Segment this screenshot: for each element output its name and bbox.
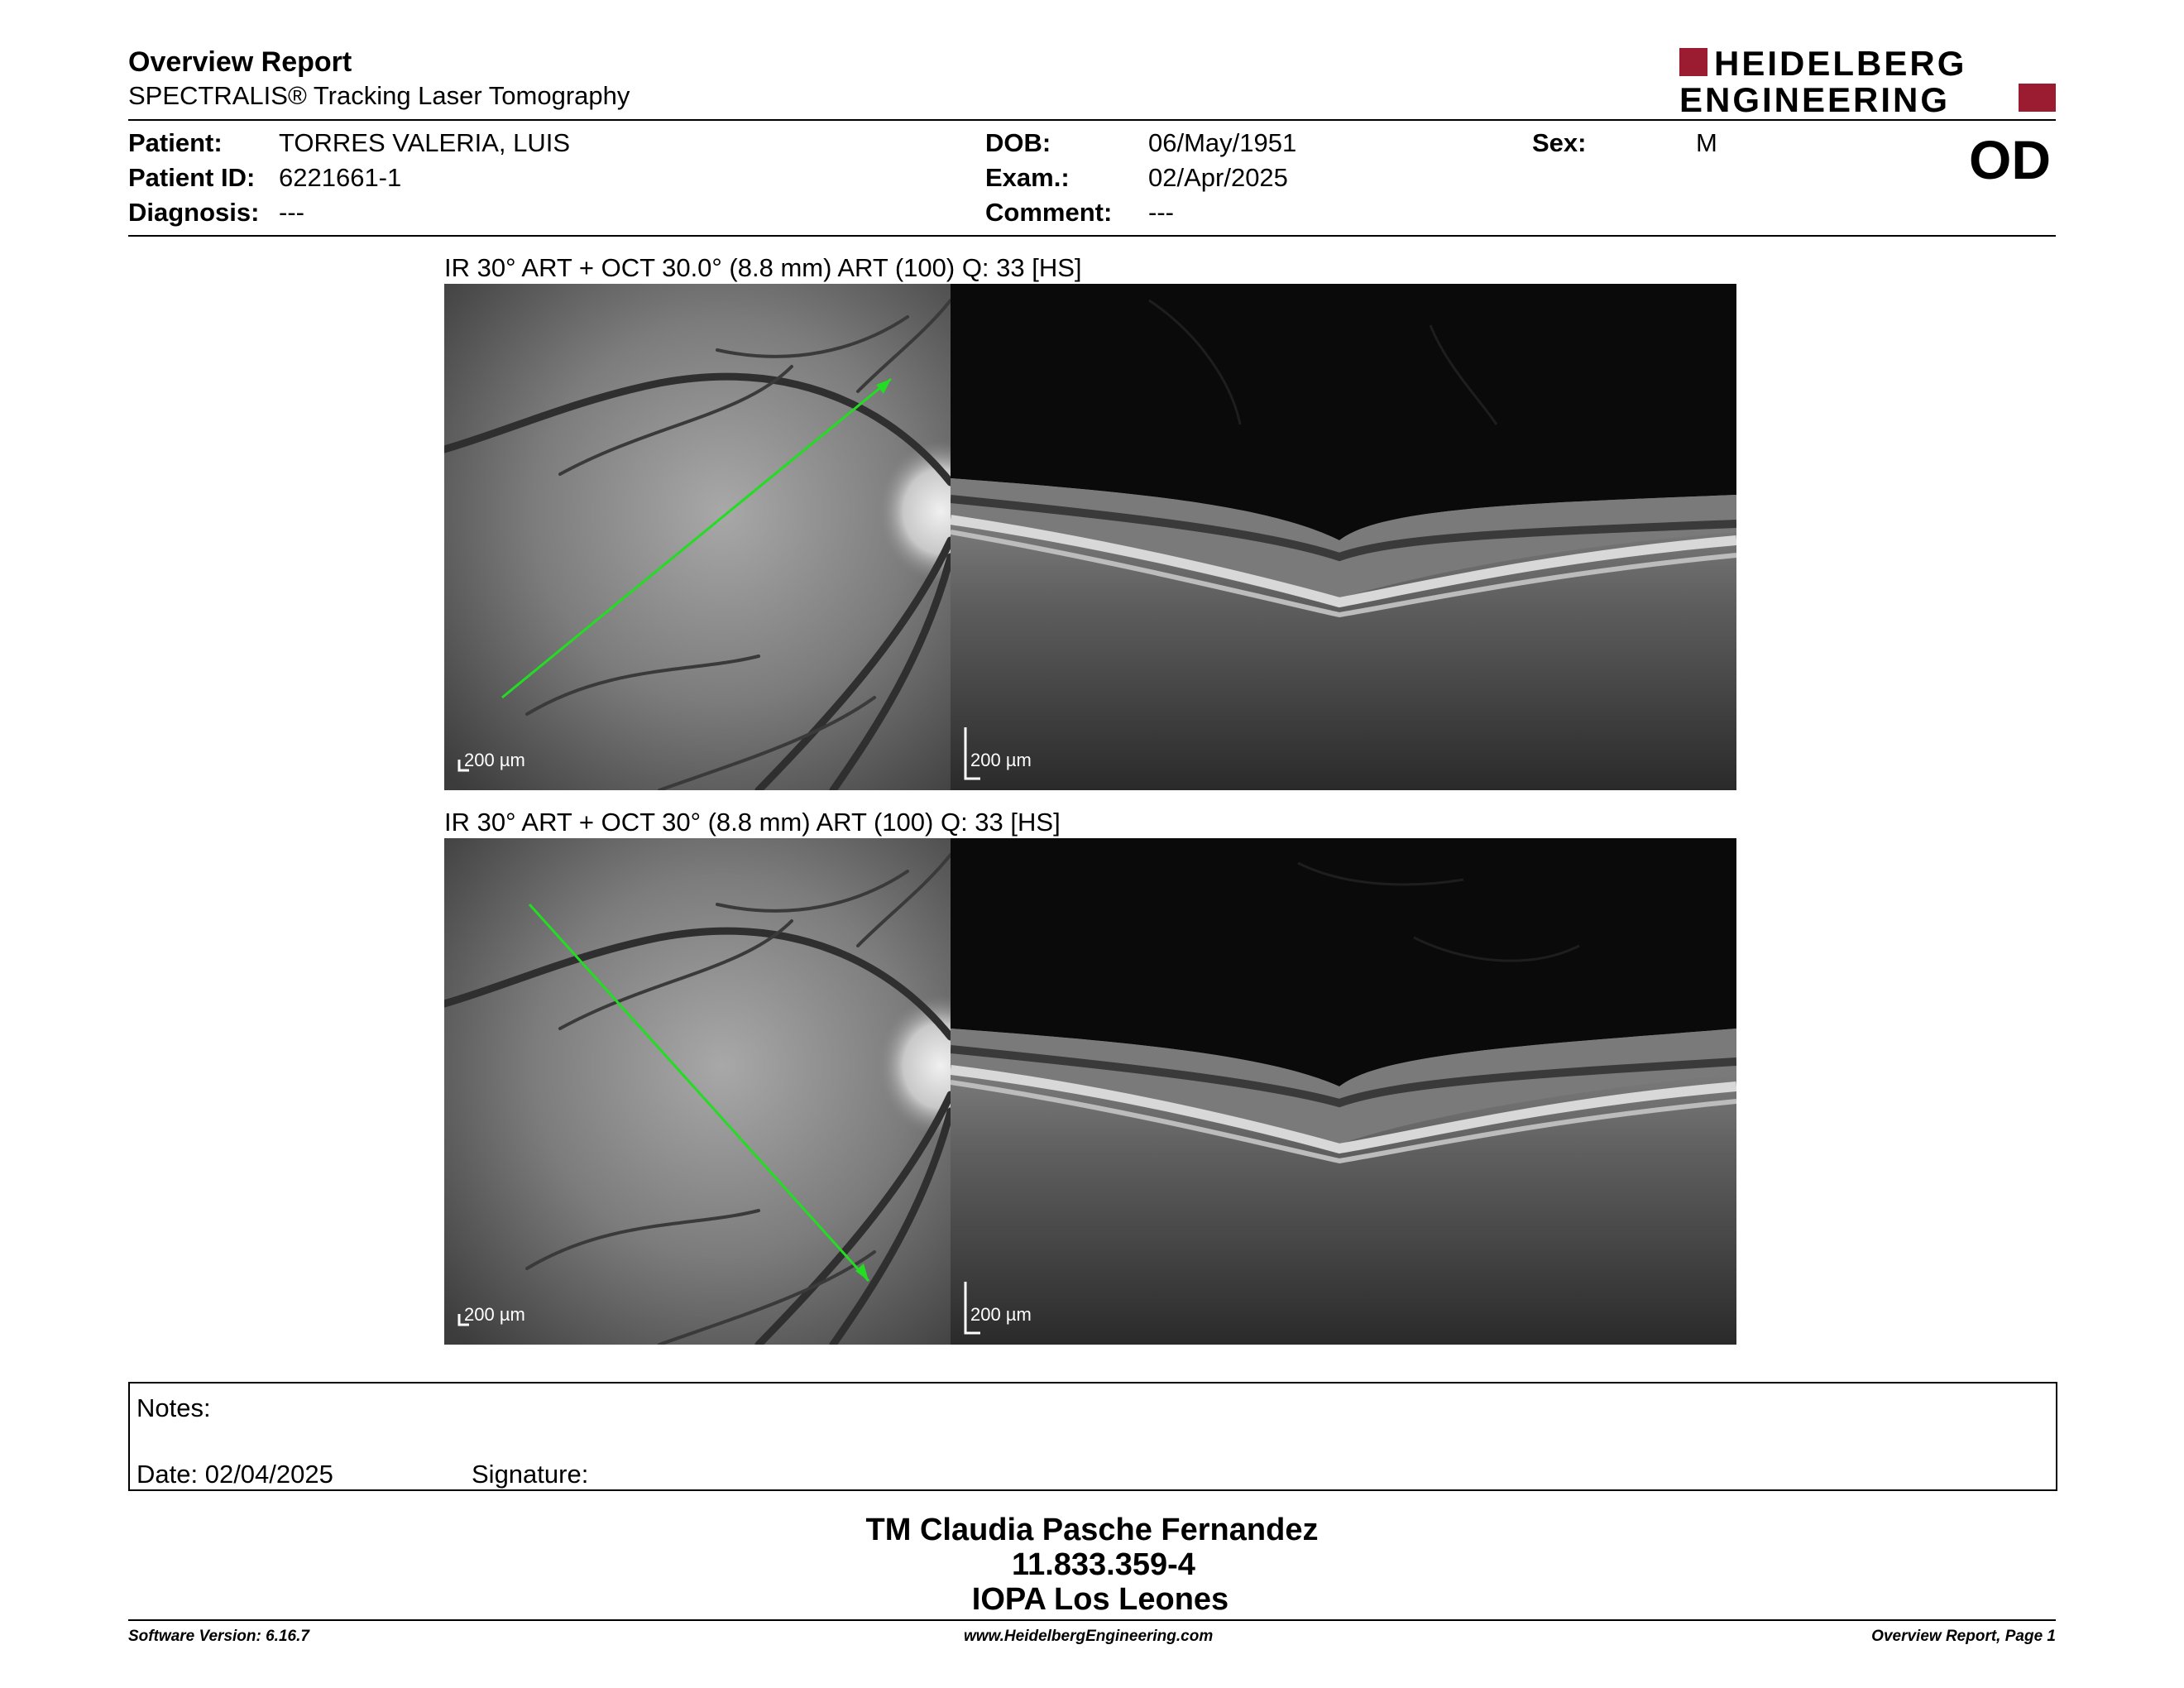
oct-scale-bar: 200 µm bbox=[970, 750, 1032, 770]
oct-scale-bar: 200 µm bbox=[970, 1304, 1032, 1325]
website-link[interactable]: www.HeidelbergEngineering.com bbox=[964, 1628, 1214, 1645]
scan-caption: IR 30° ART + OCT 30° (8.8 mm) ART (100) Q: 33 [HS] bbox=[444, 808, 1061, 837]
oct-bscan-image[interactable] bbox=[951, 838, 1736, 1345]
page-indicator: Overview Report, Page 1 bbox=[1871, 1628, 2056, 1645]
signature-field: Signature: bbox=[472, 1460, 589, 1489]
report-subtitle: SPECTRALIS® Tracking Laser Tomography bbox=[128, 81, 630, 110]
dob-label: DOB: bbox=[985, 128, 1051, 157]
exam-value: 02/Apr/2025 bbox=[1148, 163, 1288, 192]
ir-scale-bar: 200 µm bbox=[464, 750, 525, 770]
sex-value: M bbox=[1696, 128, 1717, 157]
date-field: Date: 02/04/2025 bbox=[136, 1460, 333, 1489]
dob-value: 06/May/1951 bbox=[1148, 128, 1297, 157]
scan-caption: IR 30° ART + OCT 30.0° (8.8 mm) ART (100) Q: 33 [HS] bbox=[444, 253, 1082, 282]
eye-indicator: OD bbox=[1969, 129, 2051, 190]
comment-value: --- bbox=[1148, 198, 1174, 227]
notes-label: Notes: bbox=[136, 1393, 211, 1422]
sex-label: Sex: bbox=[1532, 128, 1587, 157]
svg-text:HEIDELBERG: HEIDELBERG bbox=[1714, 46, 1967, 83]
report-title: Overview Report bbox=[128, 46, 352, 78]
header-divider bbox=[128, 119, 2056, 121]
footer-divider bbox=[128, 1619, 2056, 1621]
diagnosis-value: --- bbox=[279, 198, 304, 227]
signer-id: 11.833.359-4 bbox=[1012, 1547, 1195, 1582]
patient-id-value: 6221661-1 bbox=[279, 163, 402, 192]
notes-box[interactable] bbox=[128, 1382, 2057, 1491]
diagnosis-label: Diagnosis: bbox=[128, 198, 260, 227]
signer-name: TM Claudia Pasche Fernandez bbox=[865, 1513, 1319, 1547]
svg-text:ENGINEERING: ENGINEERING bbox=[1679, 80, 1951, 116]
patient-id-label: Patient ID: bbox=[128, 163, 256, 192]
patient-divider bbox=[128, 235, 2056, 237]
ir-fundus-image[interactable] bbox=[444, 284, 951, 790]
ir-fundus-image[interactable] bbox=[444, 838, 951, 1345]
exam-label: Exam.: bbox=[985, 163, 1070, 192]
signer-institution: IOPA Los Leones bbox=[971, 1582, 1229, 1617]
comment-label: Comment: bbox=[985, 198, 1113, 227]
patient-name: TORRES VALERIA, LUIS bbox=[279, 128, 571, 157]
heidelberg-logo bbox=[1679, 46, 2056, 116]
patient-label: Patient: bbox=[128, 128, 223, 157]
ir-scale-bar: 200 µm bbox=[464, 1304, 525, 1325]
oct-bscan-image[interactable] bbox=[951, 284, 1736, 790]
software-version: Software Version: 6.16.7 bbox=[128, 1628, 309, 1645]
